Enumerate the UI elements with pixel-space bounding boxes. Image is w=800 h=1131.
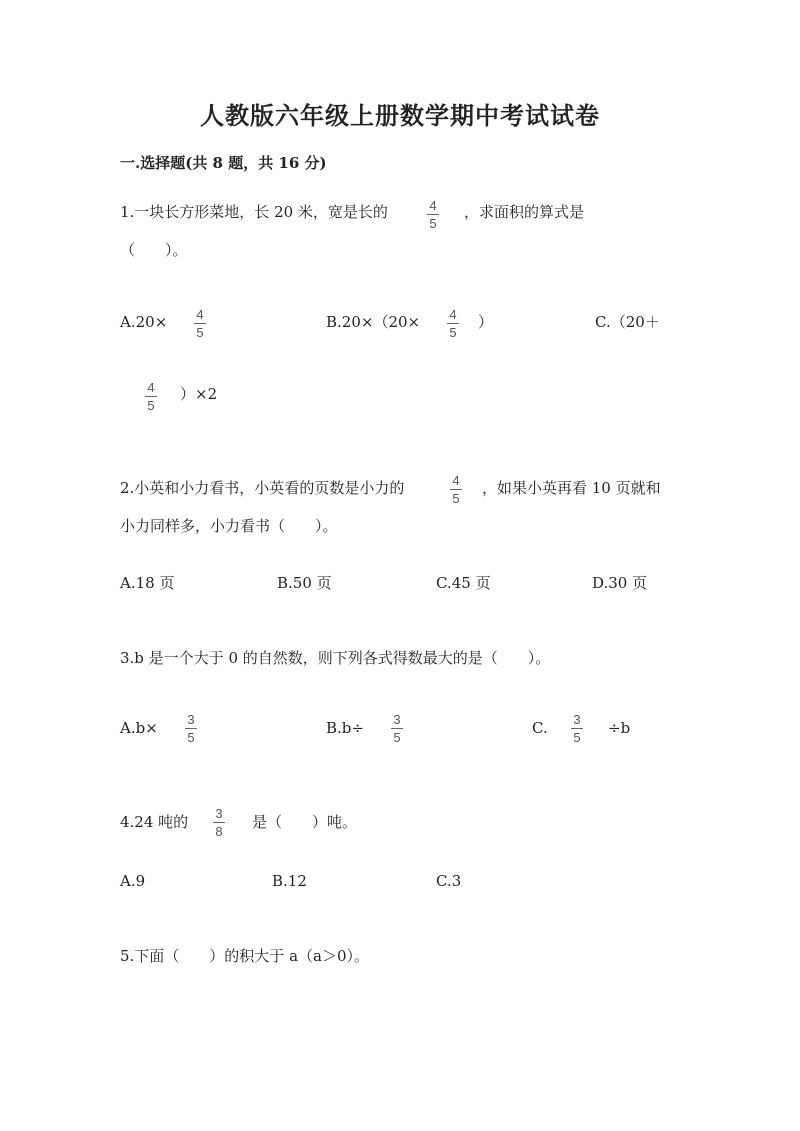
page-title: 人教版六年级上册数学期中考试试卷 bbox=[200, 101, 600, 130]
fraction-denominator: 5 bbox=[187, 730, 195, 745]
q1-option-b-fraction bbox=[443, 307, 463, 340]
fraction-bar bbox=[450, 489, 462, 490]
fraction-denominator: 5 bbox=[449, 325, 457, 340]
fraction-numerator: 3 bbox=[573, 712, 581, 727]
fraction-bar bbox=[427, 214, 439, 215]
fraction-bar bbox=[145, 396, 157, 397]
fraction-denominator: 5 bbox=[573, 730, 581, 745]
q3-option-c-fraction bbox=[567, 712, 587, 745]
fraction-denominator: 5 bbox=[429, 216, 437, 231]
fraction-numerator: 4 bbox=[429, 198, 437, 213]
q1-stem-part-2: ，求面积的算式是 bbox=[464, 203, 585, 221]
q2-stem-part-1: 2.小英和小力看书，小英看的页数是小力的 bbox=[120, 479, 405, 497]
fraction-numerator: 4 bbox=[147, 380, 155, 395]
q1-option-a-fraction bbox=[190, 307, 210, 340]
fraction-denominator: 5 bbox=[196, 325, 204, 340]
fraction-numerator: 3 bbox=[187, 712, 195, 727]
q2-option-b[interactable]: B.50 页 bbox=[277, 574, 332, 592]
q3-option-c-end: ÷b bbox=[608, 719, 631, 737]
q1-stem-part-1: 1.一块长方形菜地，长 20 米，宽是长的 bbox=[120, 203, 388, 221]
q1-stem-fraction bbox=[423, 198, 443, 231]
q4-option-b[interactable]: B.12 bbox=[272, 872, 307, 890]
fraction-numerator: 4 bbox=[452, 473, 460, 488]
q1-stem-part-3: （ ）。 bbox=[120, 241, 188, 259]
fraction-denominator: 8 bbox=[215, 824, 223, 839]
q1-option-c[interactable]: C.（20＋ bbox=[595, 313, 660, 331]
fraction-bar bbox=[571, 728, 583, 729]
fraction-bar bbox=[185, 728, 197, 729]
q2-option-d[interactable]: D.30 页 bbox=[592, 574, 648, 592]
fraction-numerator: 3 bbox=[215, 806, 223, 821]
q2-stem-part-3: 小力同样多，小力看书（ ）。 bbox=[120, 517, 338, 535]
q3-option-c[interactable]: C. bbox=[532, 719, 548, 737]
q2-option-c[interactable]: C.45 页 bbox=[436, 574, 491, 592]
section-heading: 一.选择题(共 8 题，共 16 分) bbox=[120, 154, 327, 172]
q2-option-a[interactable]: A.18 页 bbox=[120, 574, 175, 592]
fraction-numerator: 3 bbox=[393, 712, 401, 727]
fraction-bar bbox=[194, 323, 206, 324]
fraction-denominator: 5 bbox=[147, 398, 155, 413]
q3-stem: 3.b 是一个大于 0 的自然数，则下列各式得数最大的是（ ）。 bbox=[120, 649, 551, 667]
fraction-numerator: 4 bbox=[196, 307, 204, 322]
q2-stem-part-2: ，如果小英再看 10 页就和 bbox=[482, 479, 661, 497]
q3-option-b[interactable]: B.b÷ bbox=[326, 719, 364, 737]
q3-option-b-fraction bbox=[387, 712, 407, 745]
q3-option-a-fraction bbox=[181, 712, 201, 745]
q2-stem-fraction bbox=[446, 473, 466, 506]
fraction-denominator: 5 bbox=[452, 491, 460, 506]
q4-option-a[interactable]: A.9 bbox=[120, 872, 146, 890]
q4-stem-part-2: 是（ ）吨。 bbox=[252, 813, 358, 831]
q4-stem-fraction bbox=[209, 806, 229, 839]
q1-option-c-end: ）×2 bbox=[180, 385, 218, 403]
q1-option-c-fraction bbox=[141, 380, 161, 413]
fraction-bar bbox=[213, 822, 225, 823]
q3-option-a[interactable]: A.b× bbox=[120, 719, 158, 737]
fraction-denominator: 5 bbox=[393, 730, 401, 745]
q1-option-b[interactable]: B.20×（20× bbox=[326, 313, 421, 331]
q1-option-a[interactable]: A.20× bbox=[120, 313, 168, 331]
fraction-bar bbox=[391, 728, 403, 729]
q4-stem-part-1: 4.24 吨的 bbox=[120, 813, 189, 831]
q4-option-c[interactable]: C.3 bbox=[436, 872, 462, 890]
q1-option-b-end: ） bbox=[478, 313, 494, 331]
fraction-numerator: 4 bbox=[449, 307, 457, 322]
q5-stem: 5.下面（ ）的积大于 a（a＞0）。 bbox=[120, 947, 370, 965]
fraction-bar bbox=[447, 323, 459, 324]
